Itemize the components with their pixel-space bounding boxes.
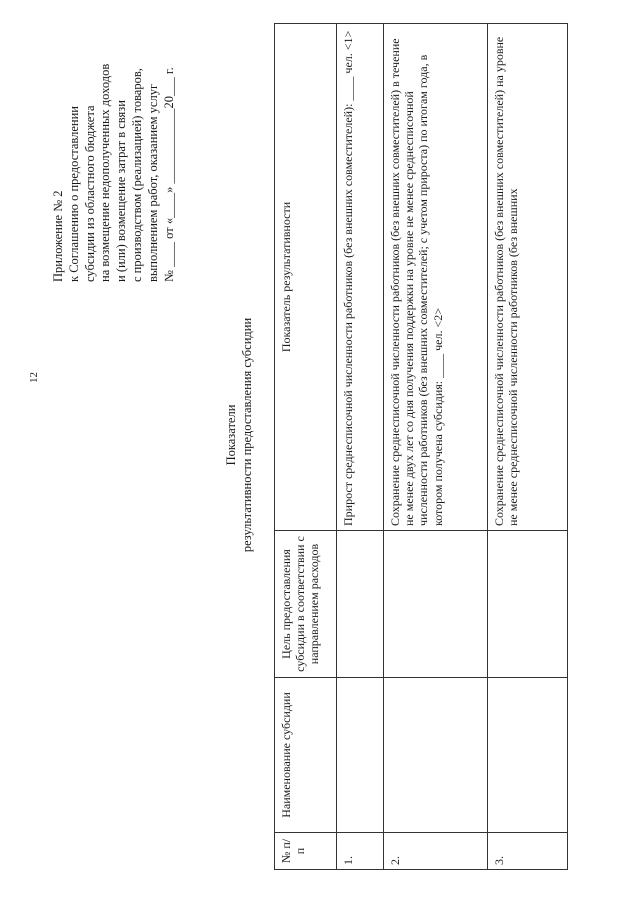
appendix-line: к Соглашению о предоставлении	[66, 105, 81, 282]
table-header-row	[275, 24, 337, 870]
table-row	[384, 24, 488, 870]
cell-indicator: Прирост среднесписочной численности работников (без внешних совместителей): ____ чел. <1>	[337, 24, 384, 531]
cell-indicator: Сохранение среднесписочной численности работников (без внешних совместителей) на уровне не менее среднесписочной численности работников (без внешних	[488, 24, 568, 531]
cell-number: 3.	[488, 833, 568, 870]
header-goal: Цель предоставления субсидии в соответствии с направлением расходов	[275, 531, 337, 678]
title-line-1: Показатели	[224, 404, 238, 466]
indicators-table	[274, 23, 568, 870]
cell-subsidy-name	[384, 678, 488, 833]
table-row	[488, 24, 568, 870]
title-line-2: результативности предоставления субсидии	[239, 317, 254, 553]
appendix-line: с производством (реализацией) товаров,	[129, 68, 144, 282]
header-number: № п/п	[275, 833, 337, 870]
cell-goal	[384, 531, 488, 678]
cell-indicator: Сохранение среднесписочной численности работников (без внешних совместителей) в течение не менее двух лет со дня получения поддержки на уровне не менее среднесписочной численности работников (без внешних совместителей; с учетом прироста) по итогам года, в котором получена субсидия: ____ чел. <2>	[384, 24, 488, 531]
header-indicator: Показатель результативности	[275, 24, 337, 531]
cell-subsidy-name	[488, 678, 568, 833]
cell-number: 2.	[384, 833, 488, 870]
appendix-line: выполнением работ, оказанием услуг	[145, 83, 160, 282]
cell-goal	[337, 531, 384, 678]
appendix-line: № ____ от «____» ____________20___ г.	[161, 67, 176, 282]
cell-number: 1.	[337, 833, 384, 870]
appendix-header	[51, 64, 177, 282]
table-row	[337, 24, 384, 870]
page-number: 12	[28, 372, 40, 383]
appendix-line: и (или) возмещение затрат в связи	[114, 100, 129, 282]
appendix-line: субсидии из областного бюджета	[82, 105, 97, 282]
appendix-line: на возмещение недополученных доходов	[98, 63, 113, 282]
appendix-line: Приложение № 2	[51, 190, 65, 282]
header-subsidy-name: Наименование субсидии	[275, 678, 337, 833]
document-title	[224, 205, 256, 665]
cell-goal	[488, 531, 568, 678]
cell-subsidy-name	[337, 678, 384, 833]
